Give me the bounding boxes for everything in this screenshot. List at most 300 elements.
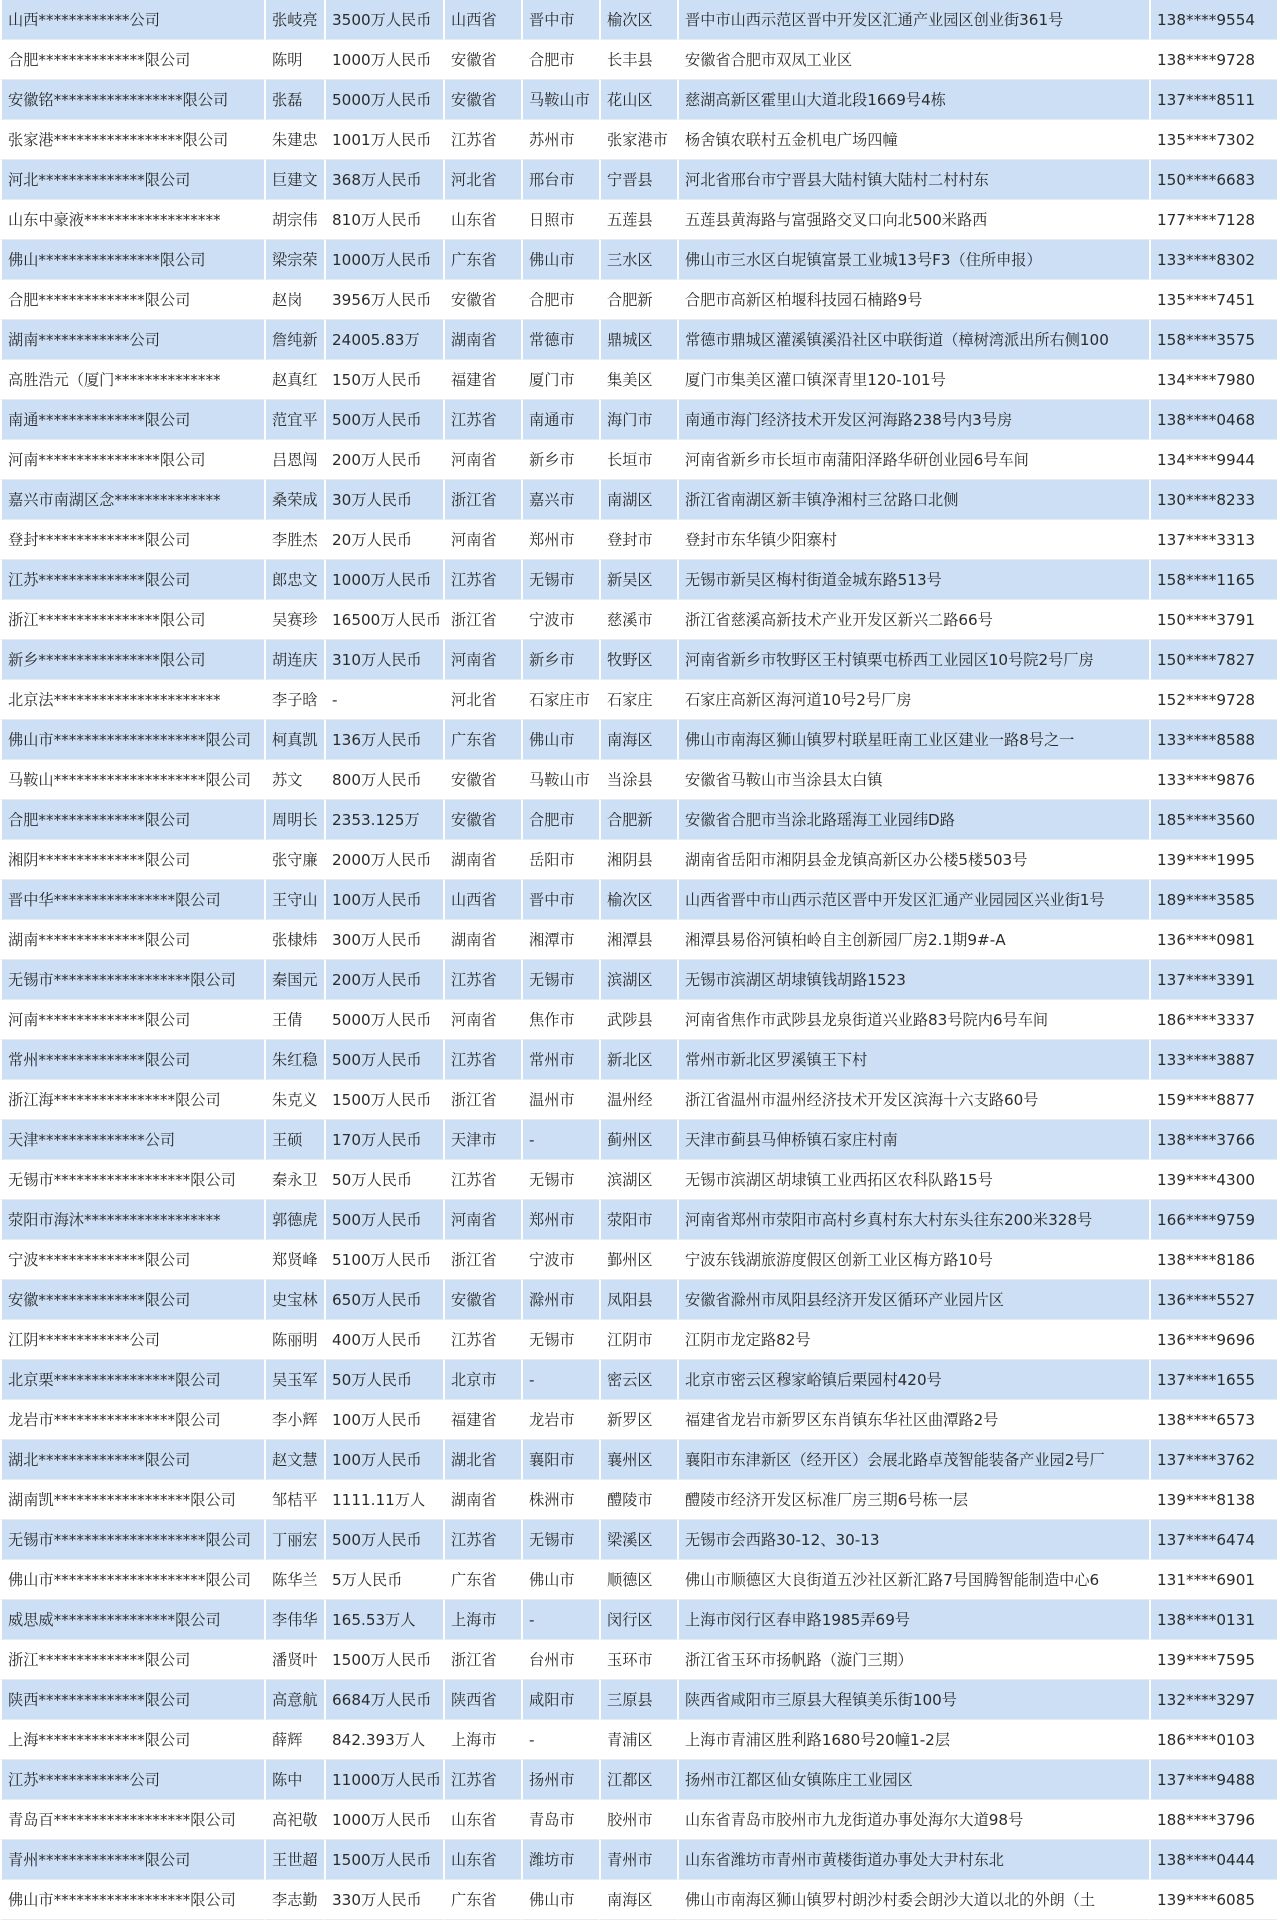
phone-cell: 177****7128 xyxy=(1149,200,1277,240)
district-cell: 胶州市 xyxy=(599,1800,677,1840)
address-cell: 无锡市滨湖区胡埭镇钱胡路1523 xyxy=(677,960,1149,1000)
phone-cell: 136****5527 xyxy=(1149,1280,1277,1320)
table-row xyxy=(0,160,1277,200)
phone-cell: 137****6474 xyxy=(1149,1520,1277,1560)
registered-capital-cell: 3956万人民币 xyxy=(324,280,443,320)
table-row xyxy=(0,40,1277,80)
registered-capital-cell: 650万人民币 xyxy=(324,1280,443,1320)
city-cell: 无锡市 xyxy=(521,1520,599,1560)
table-row xyxy=(0,400,1277,440)
contact-name-cell: 王世超 xyxy=(264,1840,324,1880)
company-name-cell: 南通**************限公司 xyxy=(0,400,264,440)
address-cell: 湖南省岳阳市湘阴县金龙镇高新区办公楼5楼503号 xyxy=(677,840,1149,880)
registered-capital-cell: 1500万人民币 xyxy=(324,1840,443,1880)
contact-name-cell: 苏文 xyxy=(264,760,324,800)
address-cell: 浙江省温州市温州经济技术开发区滨海十六支路60号 xyxy=(677,1080,1149,1120)
table-row xyxy=(0,280,1277,320)
province-cell: 浙江省 xyxy=(443,1640,521,1680)
province-cell: 河南省 xyxy=(443,1200,521,1240)
registered-capital-cell: 24005.83万 xyxy=(324,320,443,360)
registered-capital-cell: 1111.11万人 xyxy=(324,1480,443,1520)
district-cell: 五莲县 xyxy=(599,200,677,240)
district-cell: 鄞州区 xyxy=(599,1240,677,1280)
province-cell: 安徽省 xyxy=(443,80,521,120)
contact-name-cell: 史宝林 xyxy=(264,1280,324,1320)
city-cell: 常德市 xyxy=(521,320,599,360)
contact-name-cell: 胡连庆 xyxy=(264,640,324,680)
address-cell: 北京市密云区穆家峪镇后栗园村420号 xyxy=(677,1360,1149,1400)
company-name-cell: 马鞍山********************限公司 xyxy=(0,760,264,800)
contact-name-cell: 陈中 xyxy=(264,1760,324,1800)
phone-cell: 138****3766 xyxy=(1149,1120,1277,1160)
table-row xyxy=(0,1360,1277,1400)
contact-name-cell: 张守廉 xyxy=(264,840,324,880)
registered-capital-cell: 5100万人民币 xyxy=(324,1240,443,1280)
phone-cell: 186****3337 xyxy=(1149,1000,1277,1040)
address-cell: 浙江省慈溪高新技术产业开发区新兴二路66号 xyxy=(677,600,1149,640)
phone-cell: 130****8233 xyxy=(1149,480,1277,520)
district-cell: 海门市 xyxy=(599,400,677,440)
contact-name-cell: 吴玉军 xyxy=(264,1360,324,1400)
province-cell: 河南省 xyxy=(443,520,521,560)
contact-name-cell: 陈明 xyxy=(264,40,324,80)
company-name-cell: 浙江****************限公司 xyxy=(0,600,264,640)
table-row xyxy=(0,1440,1277,1480)
company-name-cell: 安徽**************限公司 xyxy=(0,1280,264,1320)
province-cell: 广东省 xyxy=(443,1560,521,1600)
city-cell: 无锡市 xyxy=(521,1160,599,1200)
address-cell: 襄阳市东津新区（经开区）会展北路卓茂智能装备产业园2号厂 xyxy=(677,1440,1149,1480)
contact-name-cell: 李志勤 xyxy=(264,1880,324,1920)
phone-cell: 189****3585 xyxy=(1149,880,1277,920)
table-row xyxy=(0,1080,1277,1120)
district-cell: 青浦区 xyxy=(599,1720,677,1760)
contact-name-cell: 张磊 xyxy=(264,80,324,120)
table-row xyxy=(0,880,1277,920)
company-name-cell: 荥阳市海沐****************** xyxy=(0,1200,264,1240)
registered-capital-cell: 1500万人民币 xyxy=(324,1080,443,1120)
registered-capital-cell: 2353.125万 xyxy=(324,800,443,840)
city-cell: 咸阳市 xyxy=(521,1680,599,1720)
registered-capital-cell: 16500万人民币 xyxy=(324,600,443,640)
phone-cell: 139****8138 xyxy=(1149,1480,1277,1520)
city-cell: 郑州市 xyxy=(521,1200,599,1240)
phone-cell: 188****3796 xyxy=(1149,1800,1277,1840)
table-row xyxy=(0,0,1277,40)
province-cell: 山东省 xyxy=(443,200,521,240)
company-name-cell: 嘉兴市南湖区念************** xyxy=(0,480,264,520)
registered-capital-cell: 810万人民币 xyxy=(324,200,443,240)
contact-name-cell: 高意航 xyxy=(264,1680,324,1720)
district-cell: 青州市 xyxy=(599,1840,677,1880)
city-cell: 晋中市 xyxy=(521,880,599,920)
contact-name-cell: 王倩 xyxy=(264,1000,324,1040)
district-cell: 长垣市 xyxy=(599,440,677,480)
registered-capital-cell: 2000万人民币 xyxy=(324,840,443,880)
address-cell: 安徽省滁州市凤阳县经济开发区循环产业园片区 xyxy=(677,1280,1149,1320)
district-cell: 合肥新 xyxy=(599,280,677,320)
province-cell: 河南省 xyxy=(443,1000,521,1040)
phone-cell: 136****9696 xyxy=(1149,1320,1277,1360)
district-cell: 凤阳县 xyxy=(599,1280,677,1320)
address-cell: 河南省郑州市荥阳市高村乡真村东大村东头往东200米328号 xyxy=(677,1200,1149,1240)
company-name-cell: 河北**************限公司 xyxy=(0,160,264,200)
table-row xyxy=(0,680,1277,720)
contact-name-cell: 梁宗荣 xyxy=(264,240,324,280)
phone-cell: 138****9554 xyxy=(1149,0,1277,40)
address-cell: 上海市青浦区胜利路1680号20幢1-2层 xyxy=(677,1720,1149,1760)
phone-cell: 131****6901 xyxy=(1149,1560,1277,1600)
province-cell: 浙江省 xyxy=(443,1080,521,1120)
table-row xyxy=(0,1880,1277,1920)
contact-name-cell: 丁丽宏 xyxy=(264,1520,324,1560)
city-cell: 无锡市 xyxy=(521,960,599,1000)
registered-capital-cell: 1001万人民币 xyxy=(324,120,443,160)
phone-cell: 134****7980 xyxy=(1149,360,1277,400)
address-cell: 无锡市滨湖区胡埭镇工业西拓区农科队路15号 xyxy=(677,1160,1149,1200)
city-cell: 苏州市 xyxy=(521,120,599,160)
table-row xyxy=(0,1840,1277,1880)
district-cell: 滨湖区 xyxy=(599,960,677,1000)
address-cell: 常德市鼎城区灌溪镇溪沿社区中联街道（樟树湾派出所右侧100 xyxy=(677,320,1149,360)
province-cell: 福建省 xyxy=(443,1400,521,1440)
contact-name-cell: 潘贤叶 xyxy=(264,1640,324,1680)
city-cell: 襄阳市 xyxy=(521,1440,599,1480)
registered-capital-cell: 20万人民币 xyxy=(324,520,443,560)
city-cell: 佛山市 xyxy=(521,720,599,760)
province-cell: 山西省 xyxy=(443,880,521,920)
company-name-cell: 江苏**************限公司 xyxy=(0,560,264,600)
district-cell: 三水区 xyxy=(599,240,677,280)
address-cell: 杨舍镇农联村五金机电广场四幢 xyxy=(677,120,1149,160)
province-cell: 江苏省 xyxy=(443,1160,521,1200)
table-row xyxy=(0,440,1277,480)
address-cell: 上海市闵行区春申路1985弄69号 xyxy=(677,1600,1149,1640)
phone-cell: 139****1995 xyxy=(1149,840,1277,880)
address-cell: 南通市海门经济技术开发区河海路238号内3号房 xyxy=(677,400,1149,440)
registered-capital-cell: 5000万人民币 xyxy=(324,1000,443,1040)
district-cell: 荥阳市 xyxy=(599,1200,677,1240)
district-cell: 梁溪区 xyxy=(599,1520,677,1560)
city-cell: 南通市 xyxy=(521,400,599,440)
contact-name-cell: 李胜杰 xyxy=(264,520,324,560)
company-name-cell: 江苏************公司 xyxy=(0,1760,264,1800)
table-row xyxy=(0,640,1277,680)
table-row xyxy=(0,840,1277,880)
table-row xyxy=(0,1400,1277,1440)
registered-capital-cell: 1000万人民币 xyxy=(324,1800,443,1840)
registered-capital-cell: 11000万人民币 xyxy=(324,1760,443,1800)
district-cell: 温州经 xyxy=(599,1080,677,1120)
company-name-cell: 山东中豪液****************** xyxy=(0,200,264,240)
contact-name-cell: 薛辉 xyxy=(264,1720,324,1760)
company-name-cell: 无锡市********************限公司 xyxy=(0,1520,264,1560)
table-row xyxy=(0,1160,1277,1200)
district-cell: 襄州区 xyxy=(599,1440,677,1480)
province-cell: 广东省 xyxy=(443,720,521,760)
phone-cell: 135****7302 xyxy=(1149,120,1277,160)
company-name-cell: 合肥**************限公司 xyxy=(0,40,264,80)
company-name-cell: 湖南**************限公司 xyxy=(0,920,264,960)
address-cell: 浙江省南湖区新丰镇净湘村三岔路口北侧 xyxy=(677,480,1149,520)
address-cell: 山西省晋中市山西示范区晋中开发区汇通产业园园区兴业街1号 xyxy=(677,880,1149,920)
company-name-cell: 河南****************限公司 xyxy=(0,440,264,480)
contact-name-cell: 李子晗 xyxy=(264,680,324,720)
district-cell: 长丰县 xyxy=(599,40,677,80)
table-row xyxy=(0,1000,1277,1040)
phone-cell: 137****8511 xyxy=(1149,80,1277,120)
district-cell: 新罗区 xyxy=(599,1400,677,1440)
address-cell: 佛山市顺德区大良街道五沙社区新汇路7号国腾智能制造中心6 xyxy=(677,1560,1149,1600)
table-row xyxy=(0,320,1277,360)
phone-cell: 138****6573 xyxy=(1149,1400,1277,1440)
district-cell: 鼎城区 xyxy=(599,320,677,360)
table-row xyxy=(0,1640,1277,1680)
company-name-cell: 青岛百******************限公司 xyxy=(0,1800,264,1840)
address-cell: 登封市东华镇少阳寨村 xyxy=(677,520,1149,560)
company-name-cell: 湖北**************限公司 xyxy=(0,1440,264,1480)
registered-capital-cell: 3500万人民币 xyxy=(324,0,443,40)
district-cell: 宁晋县 xyxy=(599,160,677,200)
table-row xyxy=(0,560,1277,600)
city-cell: 佛山市 xyxy=(521,1880,599,1920)
phone-cell: 159****8877 xyxy=(1149,1080,1277,1120)
province-cell: 江苏省 xyxy=(443,1040,521,1080)
city-cell: 宁波市 xyxy=(521,600,599,640)
contact-name-cell: 邹桔平 xyxy=(264,1480,324,1520)
city-cell: 扬州市 xyxy=(521,1760,599,1800)
address-cell: 五莲县黄海路与富强路交叉口向北500米路西 xyxy=(677,200,1149,240)
company-name-cell: 登封**************限公司 xyxy=(0,520,264,560)
province-cell: 安徽省 xyxy=(443,1280,521,1320)
city-cell: 晋中市 xyxy=(521,0,599,40)
contact-name-cell: 周明长 xyxy=(264,800,324,840)
company-name-cell: 合肥**************限公司 xyxy=(0,800,264,840)
address-cell: 宁波东钱湖旅游度假区创新工业区梅方路10号 xyxy=(677,1240,1149,1280)
company-name-cell: 宁波**************限公司 xyxy=(0,1240,264,1280)
province-cell: 河北省 xyxy=(443,160,521,200)
address-cell: 天津市蓟县马伸桥镇石家庄村南 xyxy=(677,1120,1149,1160)
address-cell: 陕西省咸阳市三原县大程镇美乐街100号 xyxy=(677,1680,1149,1720)
district-cell: 榆次区 xyxy=(599,880,677,920)
registered-capital-cell: 165.53万人 xyxy=(324,1600,443,1640)
registered-capital-cell: 5000万人民币 xyxy=(324,80,443,120)
address-cell: 湘潭县易俗河镇桕岭自主创新园厂房2.1期9#-A xyxy=(677,920,1149,960)
province-cell: 江苏省 xyxy=(443,400,521,440)
contact-name-cell: 秦永卫 xyxy=(264,1160,324,1200)
registered-capital-cell: 500万人民币 xyxy=(324,400,443,440)
address-cell: 安徽省马鞍山市当涂县太白镇 xyxy=(677,760,1149,800)
company-name-cell: 威思威****************限公司 xyxy=(0,1600,264,1640)
phone-cell: 150****3791 xyxy=(1149,600,1277,640)
contact-name-cell: 张棣炜 xyxy=(264,920,324,960)
province-cell: 广东省 xyxy=(443,240,521,280)
table-row xyxy=(0,600,1277,640)
table-row xyxy=(0,360,1277,400)
phone-cell: 137****3391 xyxy=(1149,960,1277,1000)
contact-name-cell: 郭德虎 xyxy=(264,1200,324,1240)
city-cell: 嘉兴市 xyxy=(521,480,599,520)
table-row xyxy=(0,1120,1277,1160)
contact-name-cell: 王守山 xyxy=(264,880,324,920)
registered-capital-cell: 500万人民币 xyxy=(324,1040,443,1080)
phone-cell: 139****4300 xyxy=(1149,1160,1277,1200)
address-cell: 河南省焦作市武陟县龙泉街道兴业路83号院内6号车间 xyxy=(677,1000,1149,1040)
district-cell: 榆次区 xyxy=(599,0,677,40)
district-cell: 江阴市 xyxy=(599,1320,677,1360)
company-name-cell: 无锡市******************限公司 xyxy=(0,1160,264,1200)
contact-name-cell: 陈丽明 xyxy=(264,1320,324,1360)
registered-capital-cell: 1500万人民币 xyxy=(324,1640,443,1680)
table-row xyxy=(0,1680,1277,1720)
registered-capital-cell: 170万人民币 xyxy=(324,1120,443,1160)
phone-cell: 139****7595 xyxy=(1149,1640,1277,1680)
table-row xyxy=(0,1560,1277,1600)
contact-name-cell: 桑荣成 xyxy=(264,480,324,520)
district-cell: 新吴区 xyxy=(599,560,677,600)
province-cell: 湖南省 xyxy=(443,840,521,880)
company-name-cell: 晋中华****************限公司 xyxy=(0,880,264,920)
district-cell: 闵行区 xyxy=(599,1600,677,1640)
province-cell: 江苏省 xyxy=(443,120,521,160)
city-cell: 佛山市 xyxy=(521,1560,599,1600)
company-name-cell: 天津**************公司 xyxy=(0,1120,264,1160)
address-cell: 安徽省合肥市当涂北路瑶海工业园纬D路 xyxy=(677,800,1149,840)
district-cell: 三原县 xyxy=(599,1680,677,1720)
table-row xyxy=(0,1520,1277,1560)
city-cell: 新乡市 xyxy=(521,640,599,680)
registered-capital-cell: 150万人民币 xyxy=(324,360,443,400)
city-cell: 马鞍山市 xyxy=(521,80,599,120)
province-cell: 天津市 xyxy=(443,1120,521,1160)
registered-capital-cell: - xyxy=(324,680,443,720)
contact-name-cell: 王硕 xyxy=(264,1120,324,1160)
company-name-cell: 北京法********************** xyxy=(0,680,264,720)
district-cell: 湘潭县 xyxy=(599,920,677,960)
city-cell: - xyxy=(521,1360,599,1400)
table-row xyxy=(0,1760,1277,1800)
phone-cell: 137****3762 xyxy=(1149,1440,1277,1480)
address-cell: 河南省新乡市牧野区王村镇栗屯桥西工业园区10号院2号厂房 xyxy=(677,640,1149,680)
province-cell: 湖南省 xyxy=(443,920,521,960)
table-row xyxy=(0,1600,1277,1640)
contact-name-cell: 赵岗 xyxy=(264,280,324,320)
company-name-cell: 浙江**************限公司 xyxy=(0,1640,264,1680)
district-cell: 湘阴县 xyxy=(599,840,677,880)
phone-cell: 134****9944 xyxy=(1149,440,1277,480)
province-cell: 陕西省 xyxy=(443,1680,521,1720)
district-cell: 合肥新 xyxy=(599,800,677,840)
table-row xyxy=(0,520,1277,560)
province-cell: 江苏省 xyxy=(443,1760,521,1800)
address-cell: 厦门市集美区灌口镇深青里120-101号 xyxy=(677,360,1149,400)
address-cell: 福建省龙岩市新罗区东肖镇东华社区曲潭路2号 xyxy=(677,1400,1149,1440)
province-cell: 浙江省 xyxy=(443,480,521,520)
province-cell: 浙江省 xyxy=(443,1240,521,1280)
province-cell: 广东省 xyxy=(443,1880,521,1920)
phone-cell: 137****1655 xyxy=(1149,1360,1277,1400)
contact-name-cell: 詹纯新 xyxy=(264,320,324,360)
address-cell: 醴陵市经济开发区标准厂房三期6号栋一层 xyxy=(677,1480,1149,1520)
table-row xyxy=(0,1480,1277,1520)
company-name-cell: 合肥**************限公司 xyxy=(0,280,264,320)
district-cell: 南海区 xyxy=(599,1880,677,1920)
district-cell: 集美区 xyxy=(599,360,677,400)
city-cell: - xyxy=(521,1600,599,1640)
registered-capital-cell: 500万人民币 xyxy=(324,1200,443,1240)
district-cell: 南海区 xyxy=(599,720,677,760)
province-cell: 江苏省 xyxy=(443,1320,521,1360)
phone-cell: 185****3560 xyxy=(1149,800,1277,840)
phone-cell: 138****0468 xyxy=(1149,400,1277,440)
registered-capital-cell: 800万人民币 xyxy=(324,760,443,800)
district-cell: 新北区 xyxy=(599,1040,677,1080)
registered-capital-cell: 5万人民币 xyxy=(324,1560,443,1600)
company-name-cell: 江阴************公司 xyxy=(0,1320,264,1360)
phone-cell: 158****3575 xyxy=(1149,320,1277,360)
contact-name-cell: 高祀敬 xyxy=(264,1800,324,1840)
phone-cell: 166****9759 xyxy=(1149,1200,1277,1240)
district-cell: 登封市 xyxy=(599,520,677,560)
city-cell: 岳阳市 xyxy=(521,840,599,880)
registered-capital-cell: 300万人民币 xyxy=(324,920,443,960)
table-row xyxy=(0,1320,1277,1360)
registered-capital-cell: 200万人民币 xyxy=(324,960,443,1000)
province-cell: 江苏省 xyxy=(443,960,521,1000)
province-cell: 浙江省 xyxy=(443,600,521,640)
address-cell: 慈湖高新区霍里山大道北段1669号4栋 xyxy=(677,80,1149,120)
address-cell: 佛山市南海区狮山镇罗村联星旺南工业区建业一路8号之一 xyxy=(677,720,1149,760)
province-cell: 北京市 xyxy=(443,1360,521,1400)
city-cell: - xyxy=(521,1120,599,1160)
address-cell: 山东省青岛市胶州市九龙街道办事处海尔大道98号 xyxy=(677,1800,1149,1840)
province-cell: 山东省 xyxy=(443,1840,521,1880)
district-cell: 慈溪市 xyxy=(599,600,677,640)
city-cell: 邢台市 xyxy=(521,160,599,200)
city-cell: 滁州市 xyxy=(521,1280,599,1320)
contact-name-cell: 柯真凯 xyxy=(264,720,324,760)
company-name-cell: 河南**************限公司 xyxy=(0,1000,264,1040)
contact-name-cell: 郑贤峰 xyxy=(264,1240,324,1280)
table-row xyxy=(0,120,1277,160)
company-name-cell: 佛山市********************限公司 xyxy=(0,720,264,760)
province-cell: 安徽省 xyxy=(443,800,521,840)
table-row xyxy=(0,80,1277,120)
address-cell: 佛山市三水区白坭镇富景工业城13号F3（住所申报） xyxy=(677,240,1149,280)
phone-cell: 158****1165 xyxy=(1149,560,1277,600)
city-cell: 日照市 xyxy=(521,200,599,240)
district-cell: 江都区 xyxy=(599,1760,677,1800)
phone-cell: 137****9488 xyxy=(1149,1760,1277,1800)
registered-capital-cell: 100万人民币 xyxy=(324,880,443,920)
registered-capital-cell: 6684万人民币 xyxy=(324,1680,443,1720)
company-name-cell: 佛山市********************限公司 xyxy=(0,1560,264,1600)
phone-cell: 133****9876 xyxy=(1149,760,1277,800)
company-name-cell: 湖南************公司 xyxy=(0,320,264,360)
table-row xyxy=(0,800,1277,840)
city-cell: 株洲市 xyxy=(521,1480,599,1520)
city-cell: 石家庄市 xyxy=(521,680,599,720)
phone-cell: 186****0103 xyxy=(1149,1720,1277,1760)
table-row xyxy=(0,1200,1277,1240)
city-cell: 湘潭市 xyxy=(521,920,599,960)
district-cell: 密云区 xyxy=(599,1360,677,1400)
company-name-cell: 北京栗****************限公司 xyxy=(0,1360,264,1400)
contact-name-cell: 陈华兰 xyxy=(264,1560,324,1600)
company-name-cell: 湖南凯******************限公司 xyxy=(0,1480,264,1520)
registered-capital-cell: 1000万人民币 xyxy=(324,40,443,80)
phone-cell: 138****0131 xyxy=(1149,1600,1277,1640)
